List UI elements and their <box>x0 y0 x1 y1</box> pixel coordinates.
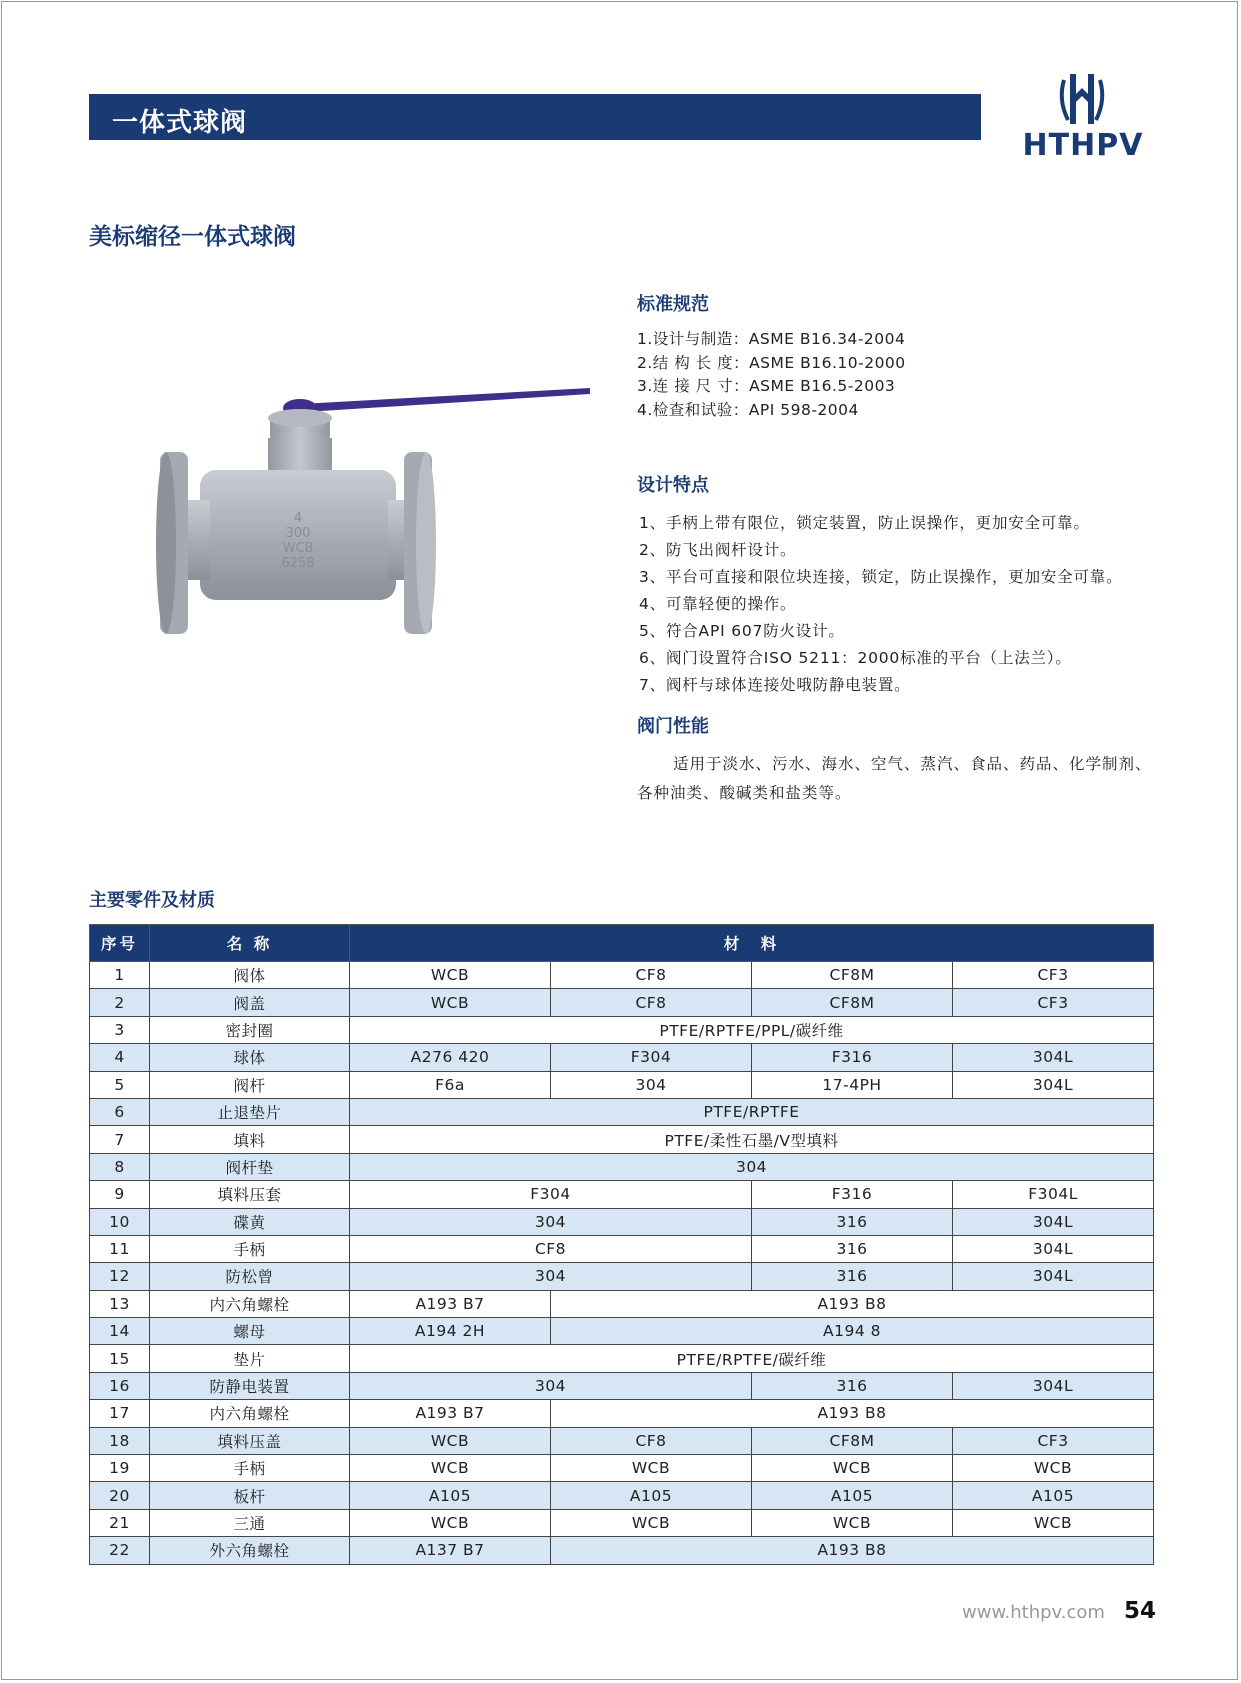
feature-item: 7、阀杆与球体连接处哦防静电装置。 <box>639 676 911 694</box>
standard-item: 1.设计与制造：ASME B16.34-2004 <box>637 330 906 348</box>
part-name: 手柄 <box>150 1235 350 1262</box>
material-cell: A193 B7 <box>350 1400 551 1427</box>
material-cell: A193 B8 <box>551 1400 1154 1427</box>
material-cell: 304L <box>953 1235 1154 1262</box>
material-cell: WCB <box>350 1455 551 1482</box>
standard-item: 3.连 接 尺 寸：ASME B16.5-2003 <box>637 377 896 395</box>
part-number: 14 <box>90 1318 150 1345</box>
feature-item: 5、符合API 607防火设计。 <box>639 622 845 640</box>
material-cell: 304L <box>953 1208 1154 1235</box>
part-name: 填料压盖 <box>150 1427 350 1454</box>
material-cell: 304 <box>551 1071 752 1098</box>
material-cell: CF3 <box>953 962 1154 989</box>
part-name: 内六角螺栓 <box>150 1290 350 1317</box>
part-number: 22 <box>90 1537 150 1564</box>
marking-class: 300 <box>285 526 311 541</box>
part-name: 密封圈 <box>150 1016 350 1043</box>
part-name: 阀杆垫 <box>150 1153 350 1180</box>
part-number: 12 <box>90 1263 150 1290</box>
feature-item: 4、可靠轻便的操作。 <box>639 595 797 613</box>
part-name: 手柄 <box>150 1455 350 1482</box>
material-cell: 304L <box>953 1071 1154 1098</box>
part-name: 填料压套 <box>150 1181 350 1208</box>
features-title: 设计特点 <box>637 475 709 496</box>
table-row <box>90 989 1154 1016</box>
material-cell: 304 <box>350 1372 752 1399</box>
table-row <box>90 1235 1154 1262</box>
header-bar <box>89 94 981 140</box>
table-row <box>90 1400 1154 1427</box>
part-number: 6 <box>90 1098 150 1125</box>
part-name: 外六角螺栓 <box>150 1537 350 1564</box>
parts-title: 主要零件及材质 <box>89 890 215 911</box>
part-name: 止退垫片 <box>150 1098 350 1125</box>
material-cell: CF8 <box>350 1235 752 1262</box>
material-cell: A105 <box>551 1482 752 1509</box>
material-cell: PTFE/柔性石墨/V型填料 <box>350 1126 1154 1153</box>
logo-mark-icon <box>1012 70 1154 130</box>
material-cell: 304L <box>953 1372 1154 1399</box>
part-name: 板杆 <box>150 1482 350 1509</box>
material-cell: A193 B8 <box>551 1290 1154 1317</box>
material-cell: WCB <box>551 1455 752 1482</box>
material-cell: A137 B7 <box>350 1537 551 1564</box>
feature-item: 1、手柄上带有限位，锁定装置，防止误操作，更加安全可靠。 <box>639 514 1090 532</box>
parts-table-body <box>90 962 1154 1565</box>
table-row <box>90 1455 1154 1482</box>
table-row <box>90 1208 1154 1235</box>
table-row <box>90 1318 1154 1345</box>
product-subtitle: 美标缩径一体式球阀 <box>89 224 296 250</box>
material-cell: F6a <box>350 1071 551 1098</box>
table-row <box>90 1345 1154 1372</box>
material-cell: F304L <box>953 1181 1154 1208</box>
material-cell: A194 2H <box>350 1318 551 1345</box>
part-name: 阀盖 <box>150 989 350 1016</box>
material-cell: 316 <box>752 1372 953 1399</box>
material-cell: WCB <box>953 1509 1154 1536</box>
header-name: 名 称 <box>150 925 350 962</box>
table-row <box>90 1016 1154 1043</box>
marking-heat: 6258 <box>281 556 315 571</box>
table-row <box>90 1290 1154 1317</box>
material-cell: CF3 <box>953 989 1154 1016</box>
performance-title: 阀门性能 <box>637 716 709 737</box>
footer-url[interactable]: www.hthpv.com <box>962 1602 1105 1623</box>
material-cell: F316 <box>752 1044 953 1071</box>
material-cell: WCB <box>953 1455 1154 1482</box>
standards-list <box>637 328 906 422</box>
part-number: 4 <box>90 1044 150 1071</box>
part-number: 20 <box>90 1482 150 1509</box>
table-row <box>90 1071 1154 1098</box>
material-cell: 304L <box>953 1263 1154 1290</box>
table-row <box>90 962 1154 989</box>
part-name: 碟黄 <box>150 1208 350 1235</box>
header-no: 序号 <box>90 925 150 962</box>
material-cell: WCB <box>752 1455 953 1482</box>
material-cell: CF8 <box>551 989 752 1016</box>
part-number: 17 <box>90 1400 150 1427</box>
part-number: 11 <box>90 1235 150 1262</box>
material-cell: A193 B8 <box>551 1537 1154 1564</box>
part-name: 螺母 <box>150 1318 350 1345</box>
material-cell: CF3 <box>953 1427 1154 1454</box>
part-number: 1 <box>90 962 150 989</box>
feature-item: 2、防飞出阀杆设计。 <box>639 541 797 559</box>
material-cell: WCB <box>350 989 551 1016</box>
ball-valve-image <box>150 380 590 690</box>
marking-material: WCB <box>282 541 314 556</box>
material-cell: 316 <box>752 1263 953 1290</box>
table-row <box>90 1263 1154 1290</box>
part-number: 18 <box>90 1427 150 1454</box>
table-row <box>90 1482 1154 1509</box>
part-number: 13 <box>90 1290 150 1317</box>
material-cell: A193 B7 <box>350 1290 551 1317</box>
part-number: 15 <box>90 1345 150 1372</box>
material-cell: A105 <box>752 1482 953 1509</box>
material-cell: 304L <box>953 1044 1154 1071</box>
marking-size: 4 <box>293 511 303 526</box>
parts-table <box>89 924 1154 1565</box>
header-material: 材 料 <box>350 925 1154 962</box>
part-name: 垫片 <box>150 1345 350 1372</box>
standard-item: 2.结 构 长 度：ASME B16.10-2000 <box>637 353 906 372</box>
material-cell: WCB <box>350 962 551 989</box>
table-row <box>90 1153 1154 1180</box>
material-cell: PTFE/RPTFE <box>350 1098 1154 1125</box>
material-cell: CF8 <box>551 962 752 989</box>
table-row <box>90 1509 1154 1536</box>
table-row <box>90 1181 1154 1208</box>
features-list <box>639 510 1122 699</box>
performance-text: 适用于淡水、污水、海水、空气、蒸汽、食品、药品、化学制剂、各种油类、酸碱类和盐类等。 <box>637 755 1152 802</box>
material-cell: 316 <box>752 1235 953 1262</box>
material-cell: CF8 <box>551 1427 752 1454</box>
material-cell: A105 <box>953 1482 1154 1509</box>
standard-item: 4.检查和试验：API 598-2004 <box>637 400 859 419</box>
part-number: 8 <box>90 1153 150 1180</box>
feature-item: 6、阀门设置符合ISO 5211：2000标准的平台（上法兰）。 <box>639 649 1072 667</box>
table-row <box>90 1427 1154 1454</box>
material-cell: PTFE/RPTFE/PPL/碳纤维 <box>350 1016 1154 1043</box>
material-cell: A194 8 <box>551 1318 1154 1345</box>
material-cell: 17-4PH <box>752 1071 953 1098</box>
table-row <box>90 1126 1154 1153</box>
part-name: 球体 <box>150 1044 350 1071</box>
material-cell: CF8M <box>752 962 953 989</box>
material-cell: F304 <box>551 1044 752 1071</box>
part-name: 防静电装置 <box>150 1372 350 1399</box>
material-cell: PTFE/RPTFE/碳纤维 <box>350 1345 1154 1372</box>
material-cell: WCB <box>350 1427 551 1454</box>
material-cell: 316 <box>752 1208 953 1235</box>
part-number: 3 <box>90 1016 150 1043</box>
table-row <box>90 1537 1154 1564</box>
part-number: 5 <box>90 1071 150 1098</box>
material-cell: 304 <box>350 1263 752 1290</box>
material-cell: A105 <box>350 1482 551 1509</box>
part-name: 三通 <box>150 1509 350 1536</box>
material-cell: F316 <box>752 1181 953 1208</box>
material-cell: A276 420 <box>350 1044 551 1071</box>
part-name: 防松曾 <box>150 1263 350 1290</box>
part-number: 21 <box>90 1509 150 1536</box>
material-cell: WCB <box>752 1509 953 1536</box>
material-cell: 304 <box>350 1153 1154 1180</box>
part-number: 16 <box>90 1372 150 1399</box>
table-row <box>90 1044 1154 1071</box>
material-cell: CF8M <box>752 989 953 1016</box>
table-row <box>90 1372 1154 1399</box>
part-number: 9 <box>90 1181 150 1208</box>
material-cell: WCB <box>350 1509 551 1536</box>
part-number: 2 <box>90 989 150 1016</box>
page-number: 54 <box>1124 1598 1157 1624</box>
material-cell: 304 <box>350 1208 752 1235</box>
table-row <box>90 1098 1154 1125</box>
part-number: 10 <box>90 1208 150 1235</box>
material-cell: F304 <box>350 1181 752 1208</box>
feature-item: 3、平台可直接和限位块连接，锁定，防止误操作，更加安全可靠。 <box>639 568 1123 586</box>
part-number: 19 <box>90 1455 150 1482</box>
page-title: 一体式球阀 <box>112 108 248 138</box>
part-name: 阀体 <box>150 962 350 989</box>
material-cell: WCB <box>551 1509 752 1536</box>
standards-title: 标准规范 <box>637 294 709 315</box>
part-number: 7 <box>90 1126 150 1153</box>
part-name: 阀杆 <box>150 1071 350 1098</box>
company-logo <box>1012 70 1154 165</box>
material-cell: CF8M <box>752 1427 953 1454</box>
part-name: 填料 <box>150 1126 350 1153</box>
logo-text: HTHPV <box>1022 128 1144 163</box>
part-name: 内六角螺栓 <box>150 1400 350 1427</box>
